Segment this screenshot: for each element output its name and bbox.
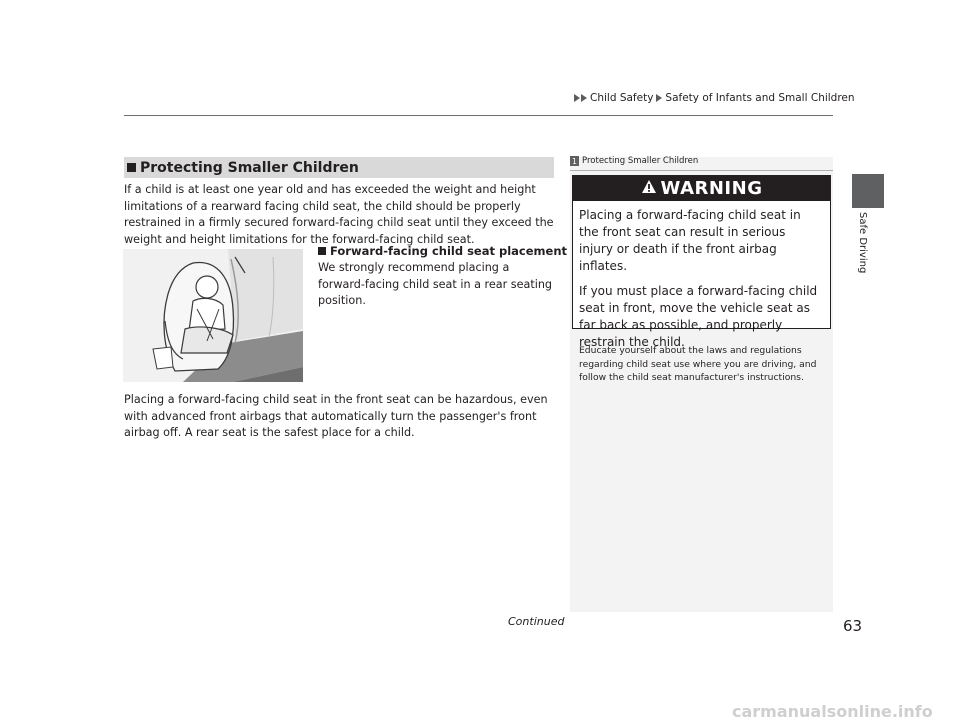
breadcrumb-arrow-icon [574,94,580,102]
chapter-tab[interactable] [852,174,884,208]
warning-paragraph: If you must place a forward-facing child seat in front, move the vehicle seat as far back as possible, and properly restrain the child. [579,284,818,349]
section-heading-bar [124,157,554,178]
square-bullet-icon [127,163,136,172]
watermark: carmanualsonline.info [732,702,933,721]
subheading [318,244,567,258]
breadcrumb-arrow-icon [581,94,587,102]
breadcrumb [574,92,855,104]
chapter-tab-label: Safe Driving [857,212,868,274]
intro-paragraph: If a child is at least one year old and has exceeded the weight and height limitations of a rearward facing child seat, the child should be properly restrained in a firmly secured forward-facing child seat until they exceed the weight and height limitations for the forward-facing child seat. [124,183,554,246]
square-bullet-icon [318,247,326,255]
warning-paragraph: Placing a forward-facing child seat in the front seat can result in serious injury or death if the front airbag inflates. [579,208,801,273]
warning-header [573,176,830,201]
breadcrumb-item-child-safety[interactable]: Child Safety [590,92,654,104]
section-title: Protecting Smaller Children [140,159,359,176]
warning-label: WARNING [660,178,763,199]
side-note-heading [570,156,698,166]
warning-triangle-icon [641,179,657,198]
side-note-body: Educate yourself about the laws and regulations regarding child seat use where you are driving, and follow the child seat manufacturer's instructions. [579,345,817,383]
side-note-rule [570,170,833,171]
warning-box [572,175,831,349]
continued-label: Continued [508,615,565,628]
breadcrumb-item-safety-of-infants[interactable]: Safety of Infants and Small Children [665,92,855,104]
subheading-text: Forward-facing child seat placement [330,244,568,258]
side-note-title: Protecting Smaller Children [582,156,699,166]
breadcrumb-arrow-icon [656,94,662,102]
hazard-paragraph: Placing a forward-facing child seat in the front seat can be hazardous, even with advanced front airbags that automatically turn the passenger's front airbag off. A rear seat is the safest place for a child. [124,393,548,440]
page-number: 63 [843,617,863,635]
header-rule [124,115,833,116]
child-seat-drawing-icon [123,249,303,382]
note-number-badge: 1 [570,156,579,166]
recommendation-paragraph: We strongly recommend placing a forward-facing child seat in a rear seating position. [318,261,553,308]
child-seat-illustration [123,249,303,382]
warning-text [573,201,830,351]
